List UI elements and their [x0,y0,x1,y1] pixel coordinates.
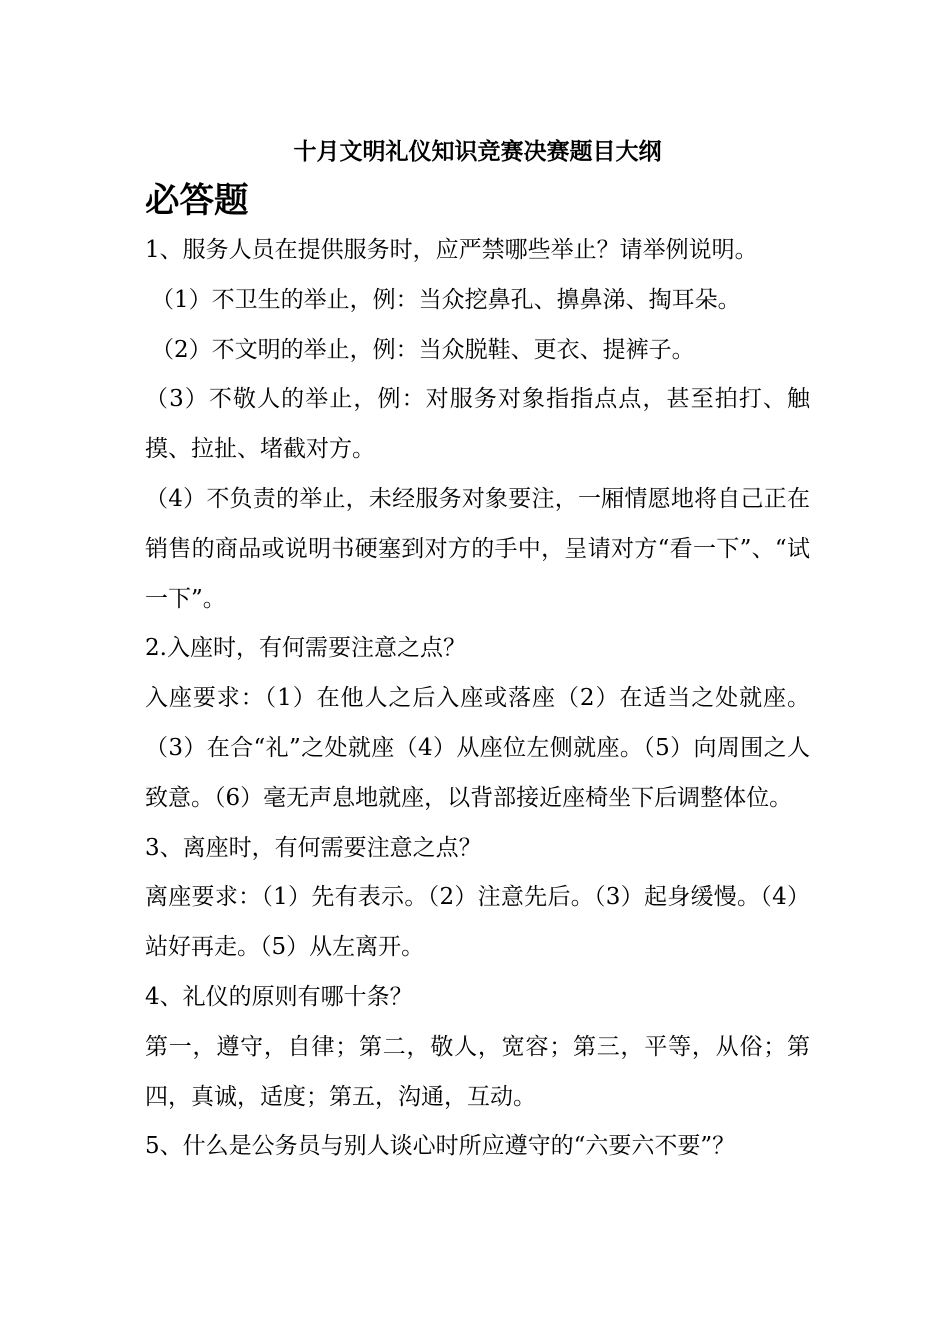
answer-3: 离座要求：（1）先有表示。（2）注意先后。（3）起身缓慢。（4）站好再走。（5）从左离开。 [145,884,810,961]
answer-1-item-3: （3）不敬人的举止，例：对服务对象指指点点，甚至拍打、触摸、拉扯、堵截对方。 [145,386,810,463]
document-title: 十月文明礼仪知识竞赛决赛题目大纲 [293,138,662,165]
document-content [145,128,810,1172]
question-4: 4、礼仪的原则有哪十条？ [145,983,413,1010]
answer-1-item-4: （4）不负责的举止，未经服务对象要注，一厢情愿地将自己正在销售的商品或说明书硬塞到对方的手中，呈请对方“看一下”、“试一下”。 [145,485,810,612]
answer-2: 入座要求：（1）在他人之后入座或落座（2）在适当之处就座。（3）在合“礼”之处就座（4）从座位左侧就座。（5）向周围之人致意。（6）毫无声息地就座，以背部接近座椅坐下后调整体位。 [145,685,810,811]
question-3: 3、离座时，有何需要注意之点？ [145,834,482,861]
question-2: 2.入座时，有何需要注意之点？ [145,635,466,662]
answer-1-item-2: （2）不文明的举止，例：当众脱鞋、更衣、提裤子。 [151,336,695,363]
section-heading: 必答题 [145,181,249,221]
answer-1-item-1: （1）不卫生的举止，例：当众挖鼻孔、擤鼻涕、掏耳朵。 [151,286,741,313]
question-1: 1、服务人员在提供服务时，应严禁哪些举止？请举例说明。 [145,237,758,263]
question-5: 5、什么是公务员与别人谈心时所应遵守的“六要六不要”？ [145,1133,736,1160]
answer-4: 第一，遵守，自律；第二，敬人，宽容；第三，平等，从俗；第四，真诚，适度；第五，沟通，互动。 [145,1033,810,1110]
